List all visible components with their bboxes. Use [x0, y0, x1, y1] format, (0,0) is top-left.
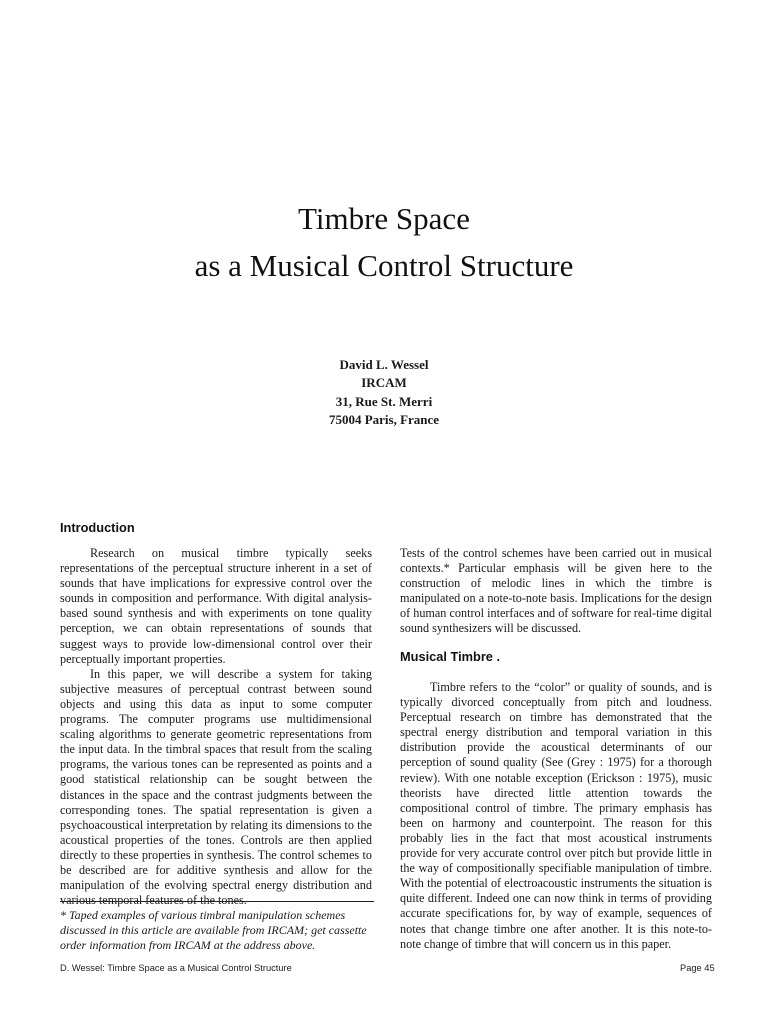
intro-paragraph-3: Tests of the control schemes have been carried out in musical contexts.* Particular emphasis will be given here to the construction of melodic lines in which the timbre is manipulated on a note-to-note basis. Implications for the design of human control interfaces and of software for real-time digital sound synthesizers will be discussed.	[400, 546, 712, 636]
page-number: Page 45	[680, 963, 715, 973]
author-name: David L. Wessel	[339, 357, 429, 372]
footnote: * Taped examples of various timbral manipulation schemes discussed in this article are available from IRCAM; get cassette order information from IRCAM at the address above.	[60, 908, 367, 953]
right-column-top	[400, 546, 712, 637]
timbre-paragraph-1: Timbre refers to the “color” or quality of sounds, and is typically divorced conceptually from pitch and loudness. Perceptual research on timbre has demonstrated that the spectral energy distribution and temporal variation in this distribution provide the acoustical determinants of our perception of sound quality (See (Grey : 1975) for a thorough review). With one notable exception (Erickson : 1975), music theorists have directed little attention towards the compositional control of timbre. The primary emphasis has been on harmony and counterpoint. The reason for this probably lies in the fact that most acoustical instruments provide for very accurate control over pitch but provide little in the way of compositionally specifiable manipulation of timbre. With the potential of electroacoustic instruments the situation is quite different. Indeed one can now think in terms of providing accurate specifications for, by way of example, sequences of notes that change timbre one after another. It is this note-to-note change of timbre that will concern us in this paper.	[400, 680, 712, 951]
author-city: 75004 Paris, France	[328, 411, 440, 427]
paper-title-line-1: Timbre Space	[298, 201, 470, 236]
author-block	[0, 356, 768, 429]
running-footer-title: D. Wessel: Timbre Space as a Musical Control Structure	[60, 963, 292, 973]
intro-paragraph-2: In this paper, we will describe a system for taking subjective measures of perceptual contrast between sound objects and using this data as input to some computer programs. The computer programs use multidimensional scaling algorithms to generate geometric representations from the input data. In the timbral spaces that result from the scaling programs, the various tones can be represented as points and a good statistical relationship can be sought between the distances in the space and the contrast judgments between the corresponding tones. The spatial representation is given a psychoacoustical interpretation by relating its dimensions to the acoustical properties of the tones. Controls are then applied directly to these properties in synthesis. The control schemes to be described are for additive synthesis and allow for the manipulation of the evolving spectral energy distribution and various temporal features of the tones.	[60, 666, 372, 908]
intro-paragraph-1: Research on musical timbre typically seeks representations of the perceptual structure inherent in a set of sounds that have implications for expressive control over the sounds in composition and performance. With digital analysis-based sound synthesis and with experiments on tone quality perception, we can obtain representations of sounds that suggest ways to provide low-dimensional control over their perceptually important properties.	[60, 546, 372, 666]
author-org: IRCAM	[361, 375, 407, 391]
section-heading-musical-timbre: Musical Timbre .	[400, 649, 501, 664]
author-street: 31, Rue St. Merri	[335, 393, 433, 409]
section-heading-introduction: Introduction	[60, 520, 135, 535]
footnote-rule	[60, 901, 374, 902]
left-column	[60, 546, 372, 908]
paper-title-line-2: as a Musical Control Structure	[194, 248, 574, 283]
right-column-bottom	[400, 680, 712, 952]
